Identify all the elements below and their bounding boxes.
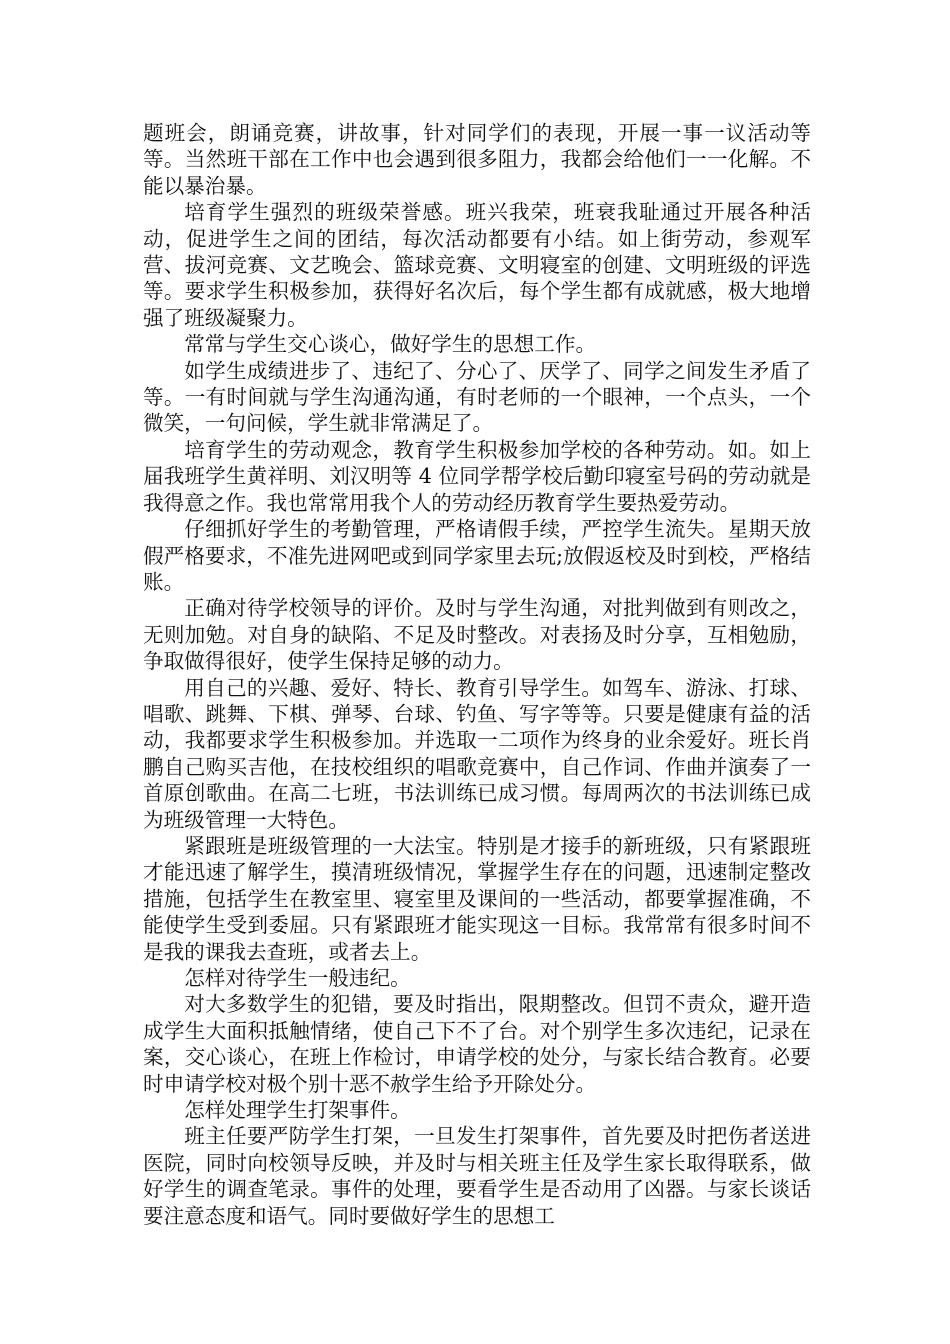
paragraph-fight-handling: 班主任要严防学生打架，一旦发生打架事件，首先要及时把伤者送进医院，同时向校领导反映，并及时与相关班主任及学生家长取得联系，做好学生的调查笔录。事件的处理，要看学生是否动用了凶器。与家长谈话要注意态度和语气。同时要做好学生的思想工 <box>143 1124 811 1228</box>
paragraph-attendance: 仔细抓好学生的考勤管理，严格请假手续，严控学生流失。星期天放假严格要求，不准先进网吧或到同学家里去玩;放假返校及时到校，严格结账。 <box>143 517 811 594</box>
document-body <box>143 120 811 1229</box>
paragraph-communication: 如学生成绩进步了、违纪了、分心了、厌学了、同学之间发生矛盾了等。一有时间就与学生沟通沟通，有时老师的一个眼神，一个点头，一个微笑，一句问候，学生就非常满足了。 <box>143 358 811 436</box>
paragraph-discipline-heading: 怎样对待学生一般违纪。 <box>184 966 411 990</box>
paragraph-discipline: 对大多数学生的犯错，要及时指出，限期整改。但罚不责众，避开造成学生大面积抵触情绪，使自己下不了台。对个别学生多次违纪，记录在案，交心谈心，在班上作检讨，申请学校的处分，与家长结合教育。必要时申请学校对极个别十恶不赦学生给予开除处分。 <box>143 992 811 1096</box>
paragraph-hobbies: 用自己的兴趣、爱好、特长、教育引导学生。如驾车、游泳、打球、唱歌、跳舞、下棋、弹琴、台球、钓鱼、写字等等。只要是健康有益的活动，我都要求学生积极参加。并选取一二项作为终身的业余爱好。班长肖鹏自己购买吉他，在技校组织的唱歌竞赛中，自己作词、作曲并演奏了一首原创歌曲。在高二七班，书法训练已成习惯。每周两次的书法训练已成为班级管理一大特色。 <box>143 675 811 832</box>
paragraph-follow-class: 紧跟班是班级管理的一大法宝。特别是才接手的新班级，只有紧跟班才能迅速了解学生，摸清班级情况，掌握学生存在的问题，迅速制定整改措施，包括学生在教室里、寝室里及课间的一些活动，都要掌握准确，不能使学生受到委屈。只有紧跟班才能实现这一目标。我常常有很多时间不是我的课我去查班，或者去上。 <box>143 833 811 964</box>
paragraph-continued: 题班会，朗诵竞赛，讲故事，针对同学们的表现，开展一事一议活动等等。当然班干部在工作中也会遇到很多阻力，我都会给他们一一化解。不能以暴治暴。 <box>143 121 811 198</box>
paragraph-fight-heading: 怎样处理学生打架事件。 <box>184 1098 411 1123</box>
paragraph-leadership-evaluation: 正确对待学校领导的评价。及时与学生沟通，对批判做到有则改之，无则加勉。对自身的缺陷、不足及时整改。对表扬及时分享，互相勉励，争取做得很好，使学生保持足够的动力。 <box>143 596 811 674</box>
paragraph-heart-to-heart-heading: 常常与学生交心谈心，做好学生的思想工作。 <box>184 332 597 357</box>
paragraph-class-honor: 培育学生强烈的班级荣誉感。班兴我荣，班衰我耻通过开展各种活动，促进学生之间的团结，每次活动都要有小结。如上街劳动，参观军营、拔河竞赛、文艺晚会、篮球竞赛、文明寝室的创建、文明班级的评选等。要求学生积极参加，获得好名次后，每个学生都有成就感，极大地增强了班级凝聚力。 <box>143 200 811 330</box>
paragraph-labor-education: 培育学生的劳动观念，教育学生积极参加学校的各种劳动。如。如上届我班学生黄祥明、刘汉明等 4 位同学帮学校后勤印寝室号码的劳动就是我得意之作。我也常常用我个人的劳动经历教育学生要热爱劳动。 <box>143 437 811 515</box>
